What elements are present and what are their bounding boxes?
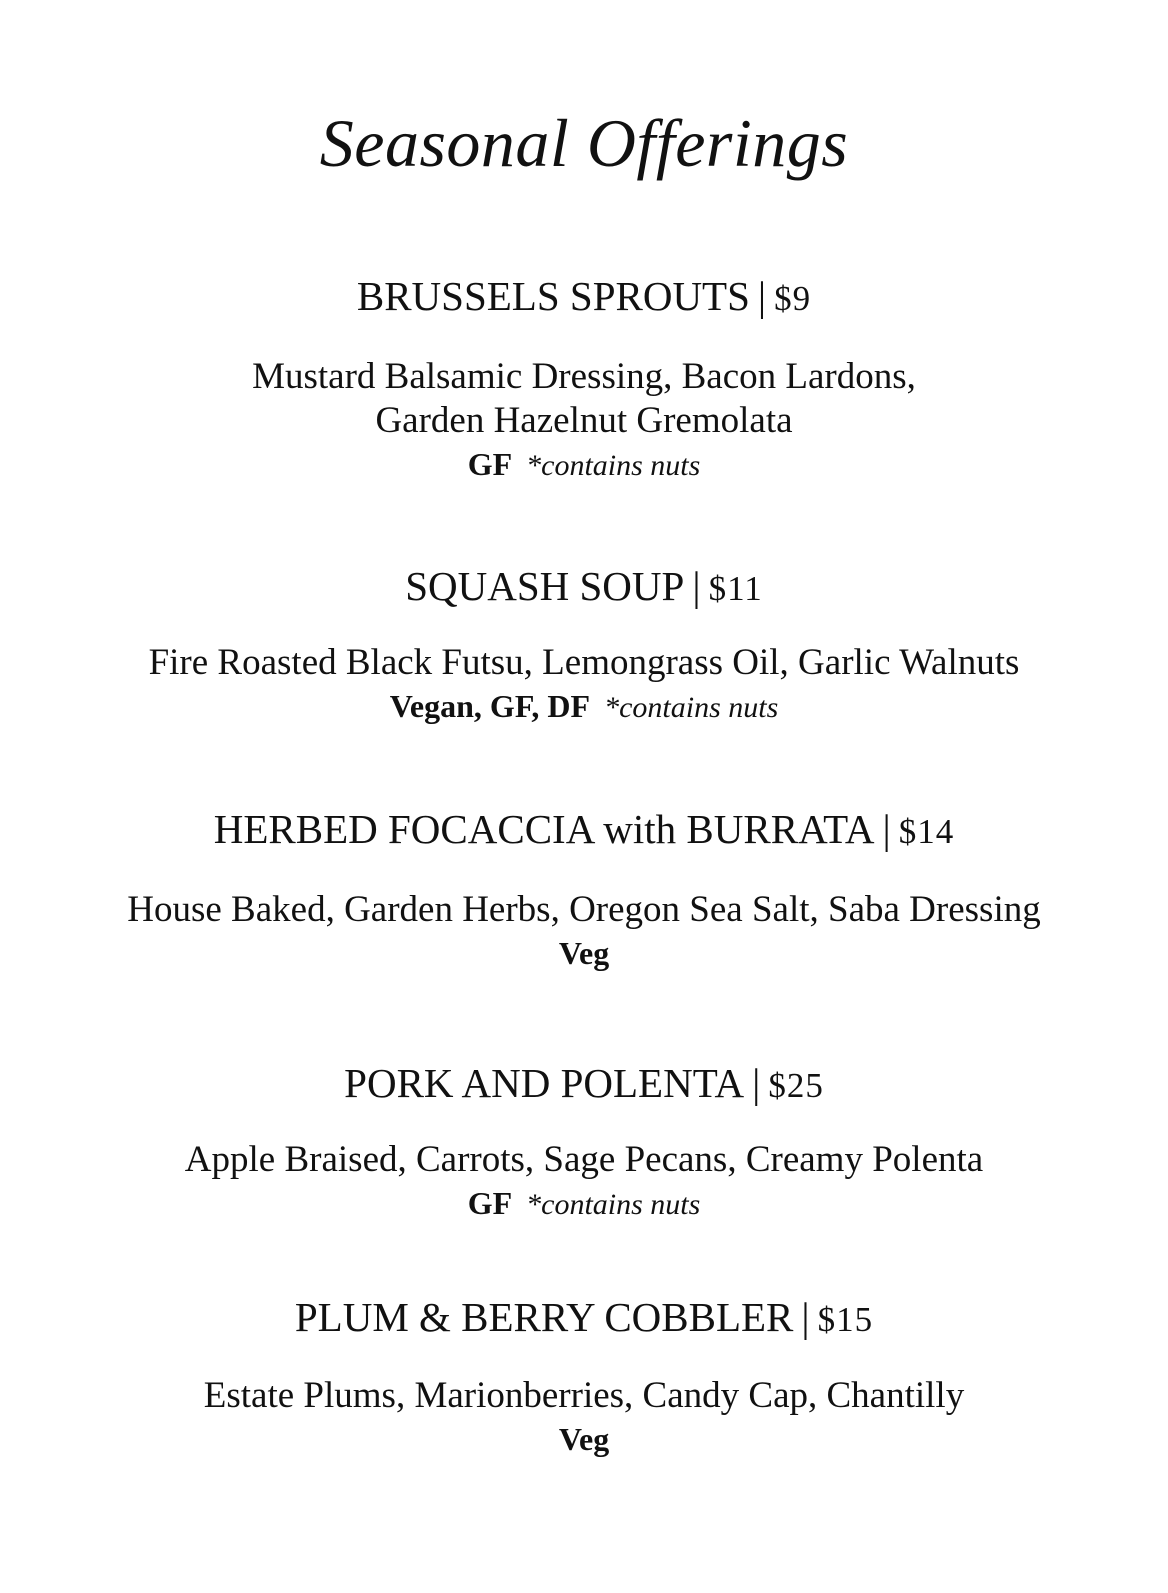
price-separator: | <box>692 563 701 609</box>
menu-item-heading <box>0 560 1168 615</box>
menu-item-description: Apple Braised, Carrots, Sage Pecans, Creamy Polenta <box>184 1139 984 1180</box>
menu-item <box>0 803 1168 974</box>
dietary-label: GF <box>467 446 513 482</box>
menu-item-name: BRUSSELS SPROUTS <box>356 273 750 319</box>
menu-item-heading <box>0 803 1168 858</box>
menu-title: Seasonal Offerings <box>319 105 849 181</box>
menu-item <box>0 560 1168 729</box>
menu-item-tags <box>0 443 1168 487</box>
menu-item-price: $11 <box>708 569 763 608</box>
menu-item-description: Fire Roasted Black Futsu, Lemongrass Oil, Garlic Walnuts <box>148 642 1020 683</box>
menu-item <box>0 270 1168 487</box>
menu-item-tags <box>0 1182 1168 1226</box>
price-separator: | <box>801 1294 810 1340</box>
price-separator: | <box>757 273 767 319</box>
menu-item <box>0 1057 1168 1226</box>
dietary-label: Vegan, GF, DF <box>389 688 591 724</box>
menu-item-tags <box>0 932 1168 974</box>
dietary-label: Veg <box>558 1421 610 1457</box>
price-separator: | <box>752 1060 761 1106</box>
allergen-note: *contains nuts <box>526 449 701 482</box>
menu-item-name: SQUASH SOUP <box>405 563 685 609</box>
dietary-label: Veg <box>558 935 610 971</box>
menu-item-heading <box>0 270 1168 325</box>
menu-item-name: PORK AND POLENTA <box>344 1060 745 1106</box>
menu-item-tags <box>0 1418 1168 1460</box>
menu-item-description: Estate Plums, Marionberries, Candy Cap, Chantilly <box>203 1375 965 1416</box>
menu-item-heading <box>0 1291 1168 1346</box>
menu-item <box>0 1291 1168 1460</box>
menu-item-name: HERBED FOCACCIA with BURRATA <box>213 806 875 852</box>
menu-item-description: Garden Hazelnut Gremolata <box>375 400 793 441</box>
menu-item-price: $15 <box>817 1300 874 1339</box>
allergen-note: *contains nuts <box>604 691 779 724</box>
menu-item-price: $9 <box>774 279 812 318</box>
menu-item-name: PLUM & BERRY COBBLER <box>294 1294 794 1340</box>
menu-item-description: Mustard Balsamic Dressing, Bacon Lardons, <box>252 356 916 397</box>
price-separator: | <box>882 806 891 852</box>
menu-item-price: $25 <box>768 1066 824 1105</box>
menu-item-tags <box>0 685 1168 729</box>
menu-item-heading <box>0 1057 1168 1112</box>
menu-item-price: $14 <box>898 812 955 851</box>
menu-item-description: House Baked, Garden Herbs, Oregon Sea Salt, Saba Dressing <box>127 889 1041 930</box>
allergen-note: *contains nuts <box>526 1188 701 1221</box>
dietary-label: GF <box>467 1185 513 1221</box>
